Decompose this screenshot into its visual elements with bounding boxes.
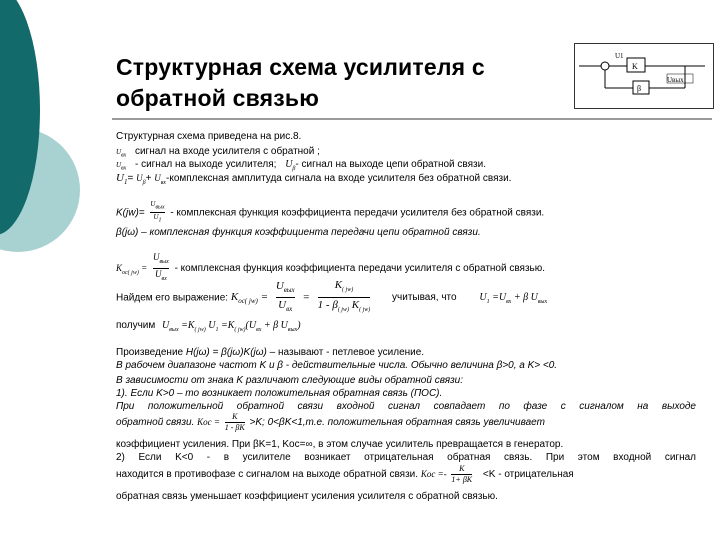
formula-koc-positive-fraction: $\frac{K}{1 - \beta K}$ xyxy=(224,412,245,432)
text-line: получим $U_{вых} =K_{( jw)}$ $U_1 =K_{( jw)}(U_{вх} + \beta$ $U_{вых}$) xyxy=(116,320,301,333)
text-line: Произведение H(jω) = β(jω)K(jω) – называют - петлевое усиление. xyxy=(116,347,425,358)
text-line: В рабочем диапазоне частот K и β - действительные числа. Обычно величина β>0, а K> <0. xyxy=(116,360,558,371)
formula-big-fraction-1: $U_{вых}$ $U_{вх}$ xyxy=(276,279,295,316)
text-line: обратная связь уменьшает коэффициент усиления усилителя с обратной связью. xyxy=(116,491,498,502)
formula-u-beta: $U_\beta$ xyxy=(285,159,296,172)
formula-relation: $U_1 =U_{вх} + \beta$ $U_{вых}$ xyxy=(479,292,548,306)
diagram-beta-label: β xyxy=(637,84,642,93)
formula-u-in: $U_{вх}$ xyxy=(116,148,127,159)
formula-koc-negative-fraction: $\frac{K}{1+ \beta K}$ xyxy=(451,464,473,484)
formula-big-fraction-2: $\frac{K_{( jw)}}{1 - \beta_{( jw)} K_{( jw)}}$ xyxy=(318,278,371,317)
text-line: $U_{вх}$ сигнал на входе усилителя с обратной ; xyxy=(116,146,320,159)
text-line: $U_1= U_\beta+$ $U_{вх}$-комплексная амплитуда сигнала на входе усилителя без обратной связи. xyxy=(116,172,512,187)
formula-k-fraction: $U_{вых}$ $U_1$ xyxy=(150,200,165,224)
text-line: β(jω) – комплексная функция коэффициента передачи цепи обратной связи. xyxy=(116,227,481,238)
block-diagram xyxy=(575,44,713,108)
page-title: Структурная схема усилителя с обратной связью xyxy=(116,54,485,111)
text-line: коэффициент усиления. При βK=1, Kос=∞, в этом случае усилитель превращается в генератор. xyxy=(116,439,564,450)
formula-koc: $K_{ос( jw)}$ = xyxy=(116,262,148,276)
text-line: находится в противофазе с сигналом на выходе обратной связи. Kос =- $\frac{K}{1+ \beta K}$ <K - отрицательная xyxy=(116,464,574,484)
text-line: $K_{ос( jw)}$ = $U_{вых}$ $U_{вх}$ - комплексная функция коэффициента передачи усилителя с обратной связью. xyxy=(116,252,545,285)
text-line: 1). Если K>0 – то возникает положительная обратная связь (ПОС). xyxy=(116,388,443,399)
formula-koc-positive: Kос = xyxy=(197,417,220,428)
formula-u-out: $U_{вх}$ xyxy=(116,161,127,172)
text-line: Структурная схема приведена на рис.8. xyxy=(116,131,302,142)
decorative-circles xyxy=(0,0,110,290)
diagram-k-label: K xyxy=(632,62,638,71)
formula-result: $U_{вых} =K_{( jw)}$ $U_1 =K_{( jw)}(U_{вх} + \beta$ $U_{вых}$) xyxy=(162,320,301,333)
formula-u1: $U_1$ xyxy=(116,172,128,187)
formula-koc-negative: Kос =- xyxy=(420,469,447,480)
text-line: обратной связи. Kос = $\frac{K}{1 - \beta K}$ >K; 0<βK<1,т.е. положительная обратная связь увеличивает xyxy=(116,412,545,432)
title-divider xyxy=(112,118,712,120)
text-line: 2) Если K<0 - в усилителе возникает отрицательная обратная связь. При этом входной сигнал xyxy=(116,452,696,463)
formula-koc-fraction: $U_{вых}$ $U_{вх}$ xyxy=(153,252,169,285)
text-line: Найдем его выражение: $K_{ос( jw)}$ = $U_{вых}$ $U_{вх}$ = $\frac{K_{( jw)}}{1 - \beta_{( jw)} K_{( jw)}}$ учитывая, что $U_1 =U_{вх} + \beta$ $U_{вых}$ xyxy=(116,278,547,317)
block-diagram-thumbnail xyxy=(574,43,714,109)
text-line: $U_{вх}$ - сигнал на выходе усилителя; $U_\beta-$ сигнал на выходе цепи обратной связи. xyxy=(116,159,486,172)
diagram-uout-label: Uвых xyxy=(667,76,684,84)
text-line: K(jw)= $U_{вых}$ $U_1$ - комплексная функция коэффициента передачи усилителя без обратной связи. xyxy=(116,200,545,224)
diagram-u1-label: U1 xyxy=(615,52,624,60)
text-line: В зависимости от знака K различают следующие виды обратной связи: xyxy=(116,375,464,386)
text-line: При положительной обратной связи входной сигнал совпадает по фазе с сигналом на выходе xyxy=(116,401,696,412)
formula-big-koc: $K_{ос( jw)}$ = xyxy=(230,291,269,306)
